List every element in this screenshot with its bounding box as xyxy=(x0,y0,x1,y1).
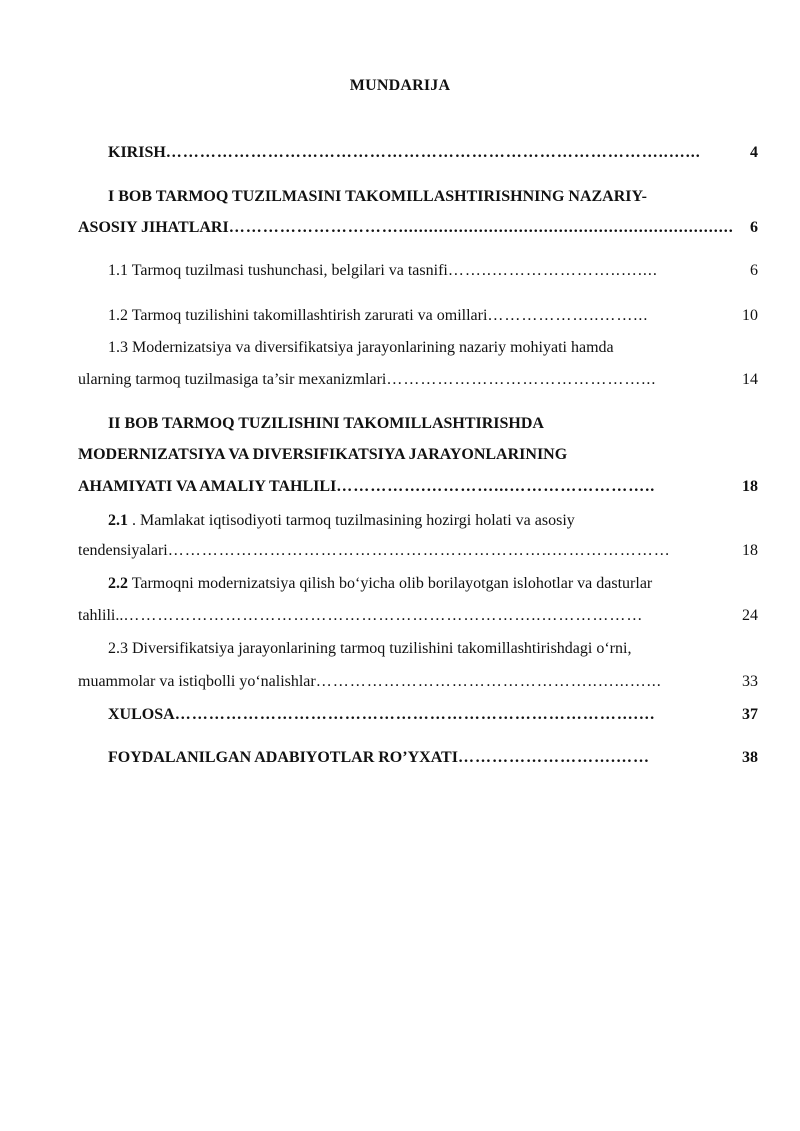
toc-page-number: 38 xyxy=(742,749,758,766)
toc-entry-1-1 xyxy=(108,261,758,281)
toc-entry-2-1-line2 xyxy=(78,541,758,561)
toc-page-number: 10 xyxy=(742,307,758,324)
toc-entry-2-2-line1 xyxy=(108,574,758,594)
toc-entry-text: XULOSA xyxy=(108,706,175,723)
toc-page-number: 6 xyxy=(750,262,758,279)
toc-section-number: 2.1 xyxy=(108,512,128,529)
toc-leader-dots: ……………………………………………………………………….… xyxy=(174,706,656,723)
toc-entry-1-3-line1: 1.3 Modernizatsiya va diversifikatsiya jarayonlarining nazariy mohiyati hamda xyxy=(108,339,614,356)
toc-entry-1-2 xyxy=(108,306,758,326)
toc-leader-dots: …………………………................................................................... xyxy=(228,219,734,236)
toc-leader-dots: ……………………………………………………………………………..…... xyxy=(165,144,701,161)
toc-entry-text: FOYDALANILGAN ADABIYOTLAR RO’YXATI xyxy=(108,749,458,766)
toc-leader-dots: …………….…………...…………………….. xyxy=(336,478,656,495)
toc-leader-dots: ………………………………………... xyxy=(386,371,657,388)
toc-entry-kirish xyxy=(108,143,758,163)
toc-page-number: 37 xyxy=(742,706,758,723)
toc-entry-bob2-line1: II BOB TARMOQ TUZILISHINI TAKOMILLASHTIRISHDA xyxy=(108,415,544,432)
toc-entry-text: muammolar va istiqbolli yo‘nalishlar xyxy=(78,673,316,690)
toc-entry-text: . Mamlakat iqtisodiyoti tarmoq tuzilmasining hozirgi holati va asosiy xyxy=(128,512,575,529)
toc-entry-2-2-line2 xyxy=(78,606,758,626)
toc-entry-xulosa xyxy=(108,705,758,725)
toc-entry-text: tahlili.. xyxy=(78,607,124,624)
toc-section-number: 2.2 xyxy=(108,575,128,592)
toc-entry-text: tendensiyalari xyxy=(78,542,168,559)
toc-page-number: 6 xyxy=(750,219,758,236)
toc-leader-dots: …………………………………………..…...…... xyxy=(315,673,662,690)
toc-leader-dots: ………………………………………………………………..……………… xyxy=(123,607,644,624)
toc-page-number: 14 xyxy=(742,371,758,388)
toc-entry-1-3-line2 xyxy=(78,370,758,390)
toc-page-number: 24 xyxy=(742,607,758,624)
toc-leader-dots: …………………………………………………………..………………… xyxy=(167,542,671,559)
toc-entry-text: 1.1 Tarmoq tuzilmasi tushunchasi, belgilari va tasnifi xyxy=(108,262,448,279)
toc-page-number: 33 xyxy=(742,673,758,690)
toc-entry-2-3-line1: 2.3 Diversifikatsiya jarayonlarining tarmoq tuzilishini takomillashtirishdagi o‘rni, xyxy=(108,640,632,657)
toc-entry-2-3-line2 xyxy=(78,672,758,692)
page-title: MUNDARIJA xyxy=(349,77,451,94)
toc-entry-2-1-line1 xyxy=(108,511,758,531)
toc-entry-text: ularning tarmoq tuzilmasiga ta’sir mexanizmlari xyxy=(78,371,387,388)
toc-leader-dots: ……..…………………..….... xyxy=(447,262,658,279)
toc-entry-text: AHAMIYATI VA AMALIY TAHLILI xyxy=(78,478,337,495)
toc-entry-text: KIRISH xyxy=(108,144,166,161)
toc-entry-text: 1.2 Tarmoq tuzilishini takomillashtirish zarurati va omillari xyxy=(108,307,488,324)
toc-leader-dots: ……………………….…… xyxy=(457,749,650,766)
toc-entry-adabiyotlar xyxy=(108,748,758,768)
toc-page-number: 18 xyxy=(742,478,758,495)
toc-entry-text: ASOSIY JIHATLARI xyxy=(78,219,229,236)
toc-entry-bob1-line2 xyxy=(78,218,758,238)
toc-entry-text: Tarmoqni modernizatsiya qilish bo‘yicha olib borilayotgan islohotlar va dasturlar xyxy=(128,575,653,592)
toc-page-number: 18 xyxy=(742,542,758,559)
toc-entry-bob2-line3 xyxy=(78,477,758,497)
toc-entry-bob2-line2: MODERNIZATSIYA VA DIVERSIFIKATSIYA JARAYONLARINING xyxy=(78,446,568,463)
toc-page-number: 4 xyxy=(750,144,758,161)
toc-entry-bob1-line1: I BOB TARMOQ TUZILMASINI TAKOMILLASHTIRISHNING NAZARIY- xyxy=(108,188,647,205)
toc-leader-dots: ………………..……... xyxy=(487,307,649,324)
